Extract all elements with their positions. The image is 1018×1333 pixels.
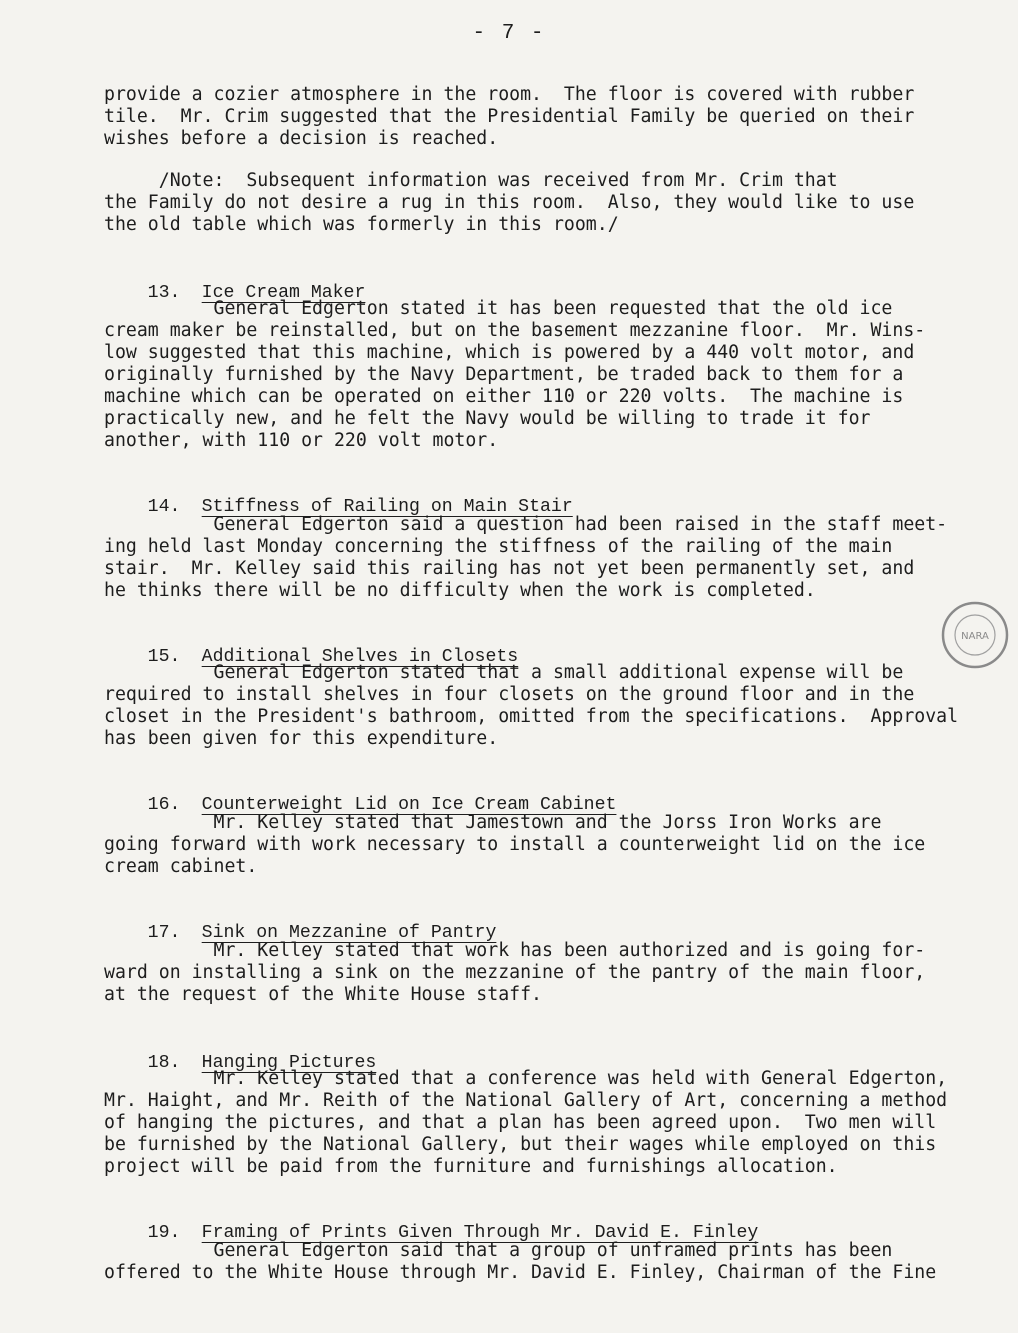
section-body: General Edgerton said that a group of unframed prints has been offered to the White House through Mr. David E. Finley, Chairman of the Fine — [104, 1240, 937, 1283]
section-number: 15. — [147, 647, 181, 667]
section-body: Mr. Kelley stated that a conference was held with General Edgerton, Mr. Haight, and Mr. Reith of the National Gallery of Art, concerning a method of hanging the pictures, and that a plan has been agreed upon. Two men will be furnished by the National Gallery, but their wages while employed on this project will be paid from the furniture and furnishings allocation. — [104, 1068, 948, 1177]
section-number: 17. — [147, 923, 181, 943]
section-body: General Edgerton said a question had been raised in the staff meet- ing held last Monday concerning the stiffness of the railing of the main stair. Mr. Kelley said this railing has not yet been permanently set, and he thinks there will be no difficulty when the work is completed. — [104, 514, 948, 601]
section-title: Hanging Pictures — [201, 1053, 377, 1073]
section-title: Stiffness of Railing on Main Stair — [201, 497, 573, 517]
section-title: Counterweight Lid on Ice Cream Cabinet — [201, 795, 617, 815]
section-title: Sink on Mezzanine of Pantry — [201, 923, 497, 943]
section-number: 19. — [147, 1223, 181, 1243]
section-body: Mr. Kelley stated that Jamestown and the Jorss Iron Works are going forward with work necessary to install a counterweight lid on the ice cream cabinet. — [104, 812, 926, 877]
section-number: 13. — [147, 283, 181, 303]
section-body: Mr. Kelley stated that work has been authorized and is going for- ward on installing a sink on the mezzanine of the pantry of the main floor, at the request of the White House staff. — [104, 940, 926, 1005]
page-number: - 7 - — [472, 22, 546, 45]
section-title: Additional Shelves in Closets — [201, 647, 519, 667]
svg-text:NARA: NARA — [961, 631, 989, 642]
section-number: 14. — [147, 497, 181, 517]
note-paragraph: /Note: Subsequent information was received from Mr. Crim that the Family do not desire a rug in this room. Also, they would like to use the old table which was formerly in this room./ — [104, 170, 915, 235]
section-body: General Edgerton stated that a small additional expense will be required to install shelves in four closets on the ground floor and in the closet in the President's bathroom, omitted from the specifications. Approval has been given for this expenditure. — [104, 662, 959, 749]
section-number: 16. — [147, 795, 181, 815]
section-number: 18. — [147, 1053, 181, 1073]
section-title: Framing of Prints Given Through Mr. David E. Finley — [201, 1223, 759, 1243]
section-body: General Edgerton stated it has been requested that the old ice cream maker be reinstalled, but on the basement mezzanine floor. Mr. Wins- low suggested that this machine, which is powered by a 440 volt motor, and originally furnished by the Navy Department, be traded back to them for a machine which can be operated on either 110 or 220 volts. The machine is practically new, and he felt the Navy would be willing to trade it for another, with 110 or 220 volt motor. — [104, 298, 926, 451]
section-title: Ice Cream Maker — [201, 283, 366, 303]
intro-paragraph: provide a cozier atmosphere in the room. The floor is covered with rubber tile. Mr. Crim suggested that the Presidential Family be queried on their wishes before a decision is reached. — [104, 84, 915, 149]
library-stamp-icon — [940, 600, 1010, 670]
